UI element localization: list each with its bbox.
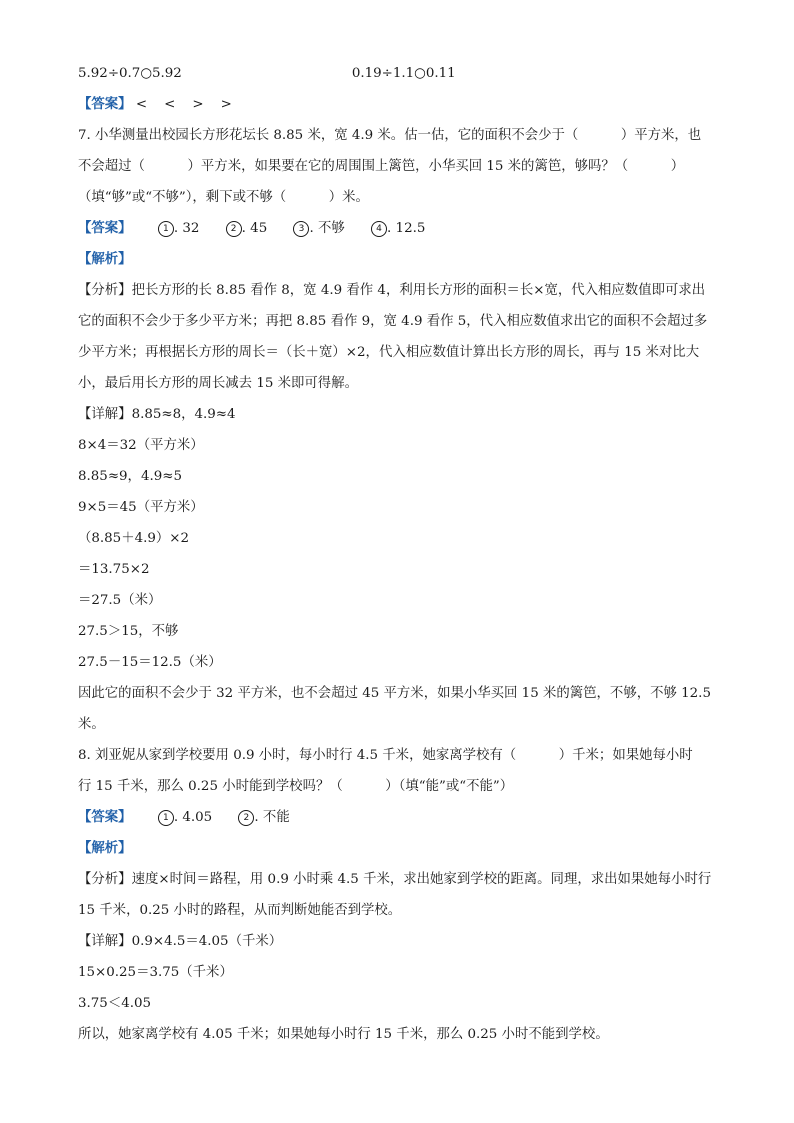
analysis-text: 把长方形的长 8.85 看作 8，宽 4.9 看作 4，利用长方形的面积＝长×宽，代入相应数值即可求出它的面积不会少于多少平方米；再把 8.85 看作 9，宽 4.9 看作 5，代入相应数值求出它的面积不会超过多少平方米；再根据长方形的周长＝（长＋宽）×2，代入相应数值计算出长方形的周长，再与 15 米对比大小，最后用长方形的周长减去 15 米即可得解。 — [78, 283, 708, 391]
circle-number-icon: 2 — [238, 810, 254, 826]
answer-7-item — [226, 213, 268, 244]
detail-step: 8.85≈8，4.9≈4 — [131, 407, 236, 422]
detail-step: 0.9×4.5＝4.05（千米） — [131, 934, 283, 949]
detail-step: 8×4＝32（平方米） — [78, 438, 204, 453]
analysis-7-heading — [78, 244, 718, 275]
question-7-line-1 — [78, 120, 718, 151]
question-8-line-2 — [78, 771, 718, 802]
analysis-8-heading — [78, 833, 718, 864]
answer-8-item — [238, 802, 289, 833]
detail-step: 8.85≈9，4.9≈5 — [78, 469, 182, 484]
detail-step: ＝13.75×2 — [78, 562, 150, 577]
answer-tag: 【答案】 — [78, 97, 132, 112]
answer-8 — [78, 802, 718, 833]
answer-8-value: . 不能 — [254, 810, 290, 825]
analysis-text: 速度×时间＝路程，用 0.9 小时乘 4.5 千米，求出她家到学校的距离。同理，求出如果她每小时行 15 千米，0.25 小时的路程，从而判断她能否到学校。 — [78, 872, 712, 918]
document-page — [78, 58, 718, 1050]
detail-7-line-5 — [78, 523, 718, 554]
answer-tag: 【答案】 — [78, 221, 132, 236]
circle-number-icon: 2 — [226, 221, 242, 237]
question-8-text-1: 8. 刘亚妮从家到学校要用 0.9 小时，每小时行 4.5 千米，她家离学校有（ ）千米；如果她每小时 — [78, 748, 693, 763]
detail-step: 9×5＝45（平方米） — [78, 500, 204, 515]
answer-6-body: < < > > — [135, 97, 232, 112]
conclusion-text: 所以，她家离学校有 4.05 千米；如果她每小时行 15 千米，那么 0.25 小时不能到学校。 — [78, 1027, 609, 1042]
detail-step: 27.5－15＝12.5（米） — [78, 655, 222, 670]
detail-7-line-2 — [78, 430, 718, 461]
analysis-8-body — [78, 864, 718, 926]
detail-step: ＝27.5（米） — [78, 593, 162, 608]
answer-7-value: . 45 — [241, 221, 268, 236]
detail-step: （8.85＋4.9）×2 — [78, 531, 190, 546]
question-7-text-2: 不会超过（ ）平方米，如果要在它的周围围上篱笆，小华买回 15 米的篱笆，够吗？（ ） — [78, 159, 685, 174]
circle-number-icon: 3 — [293, 221, 309, 237]
answer-7-item — [371, 213, 425, 244]
detail-7-line-7 — [78, 585, 718, 616]
conclusion-text: 因此它的面积不会少于 32 平方米，也不会超过 45 平方米，如果小华买回 15 米的篱笆，不够，不够 12.5 米。 — [78, 686, 711, 732]
answer-7-value: . 32 — [173, 221, 200, 236]
detail-label: 【详解】 — [78, 934, 132, 949]
answer-7-value: . 不够 — [309, 221, 345, 236]
answer-tag: 【答案】 — [78, 810, 132, 825]
question-8-line-1 — [78, 740, 718, 771]
answer-7-item — [293, 213, 344, 244]
detail-8-line-1 — [78, 926, 718, 957]
compare-a: 5.92÷0.7○5.92 — [78, 66, 182, 81]
answer-8-value: . 4.05 — [173, 810, 213, 825]
answer-7 — [78, 213, 718, 244]
detail-7-line-6 — [78, 554, 718, 585]
detail-7-line-9 — [78, 647, 718, 678]
question-7-text-3: （填“够”或“不够”），剩下或不够（ ）米。 — [78, 190, 369, 205]
question-8-text-2: 行 15 千米，那么 0.25 小时能到学校吗？（ ）（填“能”或“不能”） — [78, 779, 514, 794]
detail-7-line-1 — [78, 399, 718, 430]
detail-7-line-3 — [78, 461, 718, 492]
detail-step: 15×0.25＝3.75（千米） — [78, 965, 233, 980]
detail-7-conclusion — [78, 678, 718, 740]
compare-b: 0.19÷1.1○0.11 — [351, 66, 456, 81]
question-7-line-3 — [78, 182, 718, 213]
answer-6 — [78, 89, 718, 120]
detail-8-line-3 — [78, 988, 718, 1019]
circle-number-icon: 1 — [158, 810, 174, 826]
circle-number-icon: 4 — [371, 221, 387, 237]
analysis-tag: 【解析】 — [78, 841, 132, 856]
question-7-line-2 — [78, 151, 718, 182]
detail-step: 27.5＞15，不够 — [78, 624, 179, 639]
detail-label: 【详解】 — [78, 407, 132, 422]
detail-8-conclusion — [78, 1019, 718, 1050]
analysis-7-body — [78, 275, 718, 399]
answer-7-value: . 12.5 — [387, 221, 426, 236]
analysis-label: 【分析】 — [78, 872, 132, 887]
detail-7-line-8 — [78, 616, 718, 647]
compare-line — [78, 58, 718, 89]
analysis-label: 【分析】 — [78, 283, 132, 298]
answer-8-item — [158, 802, 212, 833]
detail-step: 3.75＜4.05 — [78, 996, 152, 1011]
circle-number-icon: 1 — [158, 221, 174, 237]
detail-8-line-2 — [78, 957, 718, 988]
analysis-tag: 【解析】 — [78, 252, 132, 267]
question-7-text-1: 7. 小华测量出校园长方形花坛长 8.85 米，宽 4.9 米。估一估，它的面积不会少于（ ）平方米，也 — [78, 128, 702, 143]
answer-7-item — [158, 213, 200, 244]
detail-7-line-4 — [78, 492, 718, 523]
